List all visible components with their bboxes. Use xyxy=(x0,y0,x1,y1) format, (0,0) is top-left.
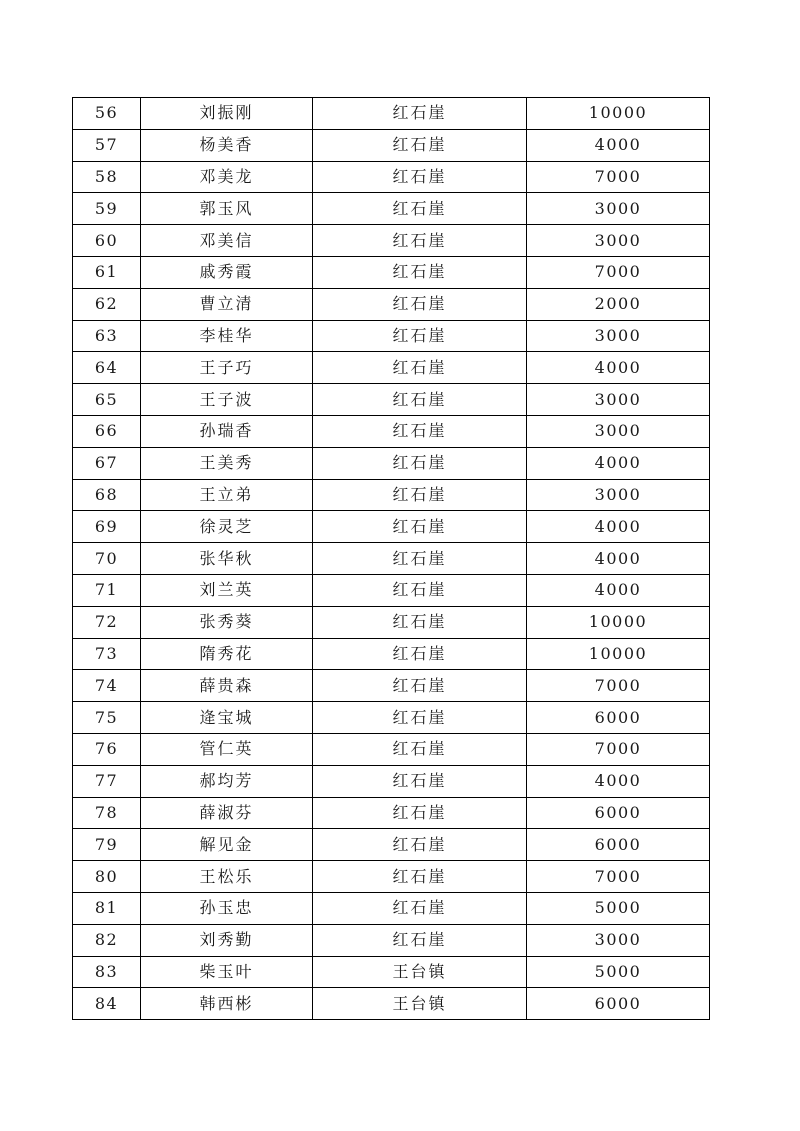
town-cell: 红石崖 xyxy=(313,574,527,606)
table-row xyxy=(73,892,710,924)
table-row xyxy=(73,702,710,734)
name-cell: 曹立清 xyxy=(141,288,313,320)
table-row xyxy=(73,765,710,797)
amount-cell: 7000 xyxy=(527,861,710,893)
row-number-cell: 71 xyxy=(73,574,141,606)
table-row xyxy=(73,447,710,479)
row-number-cell: 60 xyxy=(73,225,141,257)
table-row xyxy=(73,861,710,893)
row-number-cell: 67 xyxy=(73,447,141,479)
row-number-cell: 69 xyxy=(73,511,141,543)
amount-cell: 3000 xyxy=(527,924,710,956)
row-number-cell: 64 xyxy=(73,352,141,384)
town-cell: 红石崖 xyxy=(313,256,527,288)
amount-cell: 10000 xyxy=(527,98,710,130)
amount-cell: 4000 xyxy=(527,765,710,797)
row-number-cell: 84 xyxy=(73,988,141,1020)
table-row xyxy=(73,733,710,765)
table-row xyxy=(73,225,710,257)
name-cell: 管仁英 xyxy=(141,733,313,765)
town-cell: 红石崖 xyxy=(313,924,527,956)
table-row xyxy=(73,384,710,416)
row-number-cell: 59 xyxy=(73,193,141,225)
amount-cell: 6000 xyxy=(527,988,710,1020)
table-row xyxy=(73,797,710,829)
name-cell: 王立弟 xyxy=(141,479,313,511)
amount-cell: 5000 xyxy=(527,956,710,988)
table-row xyxy=(73,511,710,543)
town-cell: 红石崖 xyxy=(313,193,527,225)
amount-cell: 4000 xyxy=(527,447,710,479)
name-cell: 王子巧 xyxy=(141,352,313,384)
row-number-cell: 82 xyxy=(73,924,141,956)
town-cell: 红石崖 xyxy=(313,670,527,702)
table-row xyxy=(73,574,710,606)
amount-cell: 7000 xyxy=(527,161,710,193)
town-cell: 红石崖 xyxy=(313,797,527,829)
name-cell: 薛贵森 xyxy=(141,670,313,702)
amount-cell: 7000 xyxy=(527,733,710,765)
name-cell: 杨美香 xyxy=(141,129,313,161)
row-number-cell: 78 xyxy=(73,797,141,829)
name-cell: 张秀葵 xyxy=(141,606,313,638)
name-cell: 刘振刚 xyxy=(141,98,313,130)
row-number-cell: 81 xyxy=(73,892,141,924)
name-cell: 王美秀 xyxy=(141,447,313,479)
name-cell: 邓美信 xyxy=(141,225,313,257)
name-cell: 解见金 xyxy=(141,829,313,861)
table-row xyxy=(73,256,710,288)
amount-cell: 3000 xyxy=(527,193,710,225)
row-number-cell: 83 xyxy=(73,956,141,988)
roster-table xyxy=(72,97,710,1020)
name-cell: 孙玉忠 xyxy=(141,892,313,924)
amount-cell: 7000 xyxy=(527,256,710,288)
name-cell: 刘兰英 xyxy=(141,574,313,606)
row-number-cell: 70 xyxy=(73,543,141,575)
amount-cell: 3000 xyxy=(527,225,710,257)
amount-cell: 4000 xyxy=(527,543,710,575)
town-cell: 红石崖 xyxy=(313,638,527,670)
name-cell: 李桂华 xyxy=(141,320,313,352)
name-cell: 戚秀霞 xyxy=(141,256,313,288)
roster-table-body xyxy=(73,98,710,1020)
name-cell: 邓美龙 xyxy=(141,161,313,193)
row-number-cell: 77 xyxy=(73,765,141,797)
town-cell: 红石崖 xyxy=(313,511,527,543)
amount-cell: 4000 xyxy=(527,511,710,543)
table-row xyxy=(73,161,710,193)
amount-cell: 3000 xyxy=(527,384,710,416)
table-row xyxy=(73,129,710,161)
name-cell: 逄宝城 xyxy=(141,702,313,734)
town-cell: 红石崖 xyxy=(313,352,527,384)
row-number-cell: 57 xyxy=(73,129,141,161)
row-number-cell: 72 xyxy=(73,606,141,638)
table-row xyxy=(73,193,710,225)
town-cell: 红石崖 xyxy=(313,892,527,924)
table-row xyxy=(73,956,710,988)
town-cell: 红石崖 xyxy=(313,861,527,893)
amount-cell: 5000 xyxy=(527,892,710,924)
town-cell: 红石崖 xyxy=(313,98,527,130)
amount-cell: 4000 xyxy=(527,129,710,161)
name-cell: 王子波 xyxy=(141,384,313,416)
name-cell: 隋秀花 xyxy=(141,638,313,670)
amount-cell: 6000 xyxy=(527,829,710,861)
row-number-cell: 80 xyxy=(73,861,141,893)
town-cell: 红石崖 xyxy=(313,479,527,511)
table-row xyxy=(73,829,710,861)
table-row xyxy=(73,543,710,575)
row-number-cell: 65 xyxy=(73,384,141,416)
table-row xyxy=(73,670,710,702)
town-cell: 红石崖 xyxy=(313,447,527,479)
amount-cell: 10000 xyxy=(527,606,710,638)
town-cell: 红石崖 xyxy=(313,225,527,257)
table-row xyxy=(73,98,710,130)
table-row xyxy=(73,288,710,320)
row-number-cell: 74 xyxy=(73,670,141,702)
row-number-cell: 79 xyxy=(73,829,141,861)
table-row xyxy=(73,988,710,1020)
table-row xyxy=(73,415,710,447)
amount-cell: 3000 xyxy=(527,479,710,511)
town-cell: 红石崖 xyxy=(313,384,527,416)
row-number-cell: 58 xyxy=(73,161,141,193)
town-cell: 红石崖 xyxy=(313,288,527,320)
town-cell: 红石崖 xyxy=(313,129,527,161)
table-row xyxy=(73,638,710,670)
table-row xyxy=(73,352,710,384)
town-cell: 红石崖 xyxy=(313,702,527,734)
town-cell: 红石崖 xyxy=(313,543,527,575)
town-cell: 红石崖 xyxy=(313,415,527,447)
amount-cell: 4000 xyxy=(527,352,710,384)
row-number-cell: 56 xyxy=(73,98,141,130)
town-cell: 红石崖 xyxy=(313,733,527,765)
name-cell: 薛淑芬 xyxy=(141,797,313,829)
name-cell: 刘秀勤 xyxy=(141,924,313,956)
row-number-cell: 68 xyxy=(73,479,141,511)
town-cell: 红石崖 xyxy=(313,606,527,638)
town-cell: 红石崖 xyxy=(313,829,527,861)
amount-cell: 3000 xyxy=(527,320,710,352)
row-number-cell: 73 xyxy=(73,638,141,670)
name-cell: 韩西彬 xyxy=(141,988,313,1020)
amount-cell: 10000 xyxy=(527,638,710,670)
row-number-cell: 75 xyxy=(73,702,141,734)
town-cell: 红石崖 xyxy=(313,320,527,352)
town-cell: 王台镇 xyxy=(313,988,527,1020)
name-cell: 张华秋 xyxy=(141,543,313,575)
town-cell: 红石崖 xyxy=(313,765,527,797)
table-row xyxy=(73,479,710,511)
amount-cell: 6000 xyxy=(527,797,710,829)
name-cell: 王松乐 xyxy=(141,861,313,893)
row-number-cell: 66 xyxy=(73,415,141,447)
name-cell: 郝均芳 xyxy=(141,765,313,797)
row-number-cell: 63 xyxy=(73,320,141,352)
amount-cell: 2000 xyxy=(527,288,710,320)
row-number-cell: 62 xyxy=(73,288,141,320)
town-cell: 王台镇 xyxy=(313,956,527,988)
name-cell: 孙瑞香 xyxy=(141,415,313,447)
name-cell: 柴玉叶 xyxy=(141,956,313,988)
amount-cell: 4000 xyxy=(527,574,710,606)
amount-cell: 7000 xyxy=(527,670,710,702)
amount-cell: 3000 xyxy=(527,415,710,447)
table-row xyxy=(73,924,710,956)
name-cell: 郭玉风 xyxy=(141,193,313,225)
amount-cell: 6000 xyxy=(527,702,710,734)
row-number-cell: 76 xyxy=(73,733,141,765)
row-number-cell: 61 xyxy=(73,256,141,288)
town-cell: 红石崖 xyxy=(313,161,527,193)
name-cell: 徐灵芝 xyxy=(141,511,313,543)
table-row xyxy=(73,320,710,352)
table-row xyxy=(73,606,710,638)
